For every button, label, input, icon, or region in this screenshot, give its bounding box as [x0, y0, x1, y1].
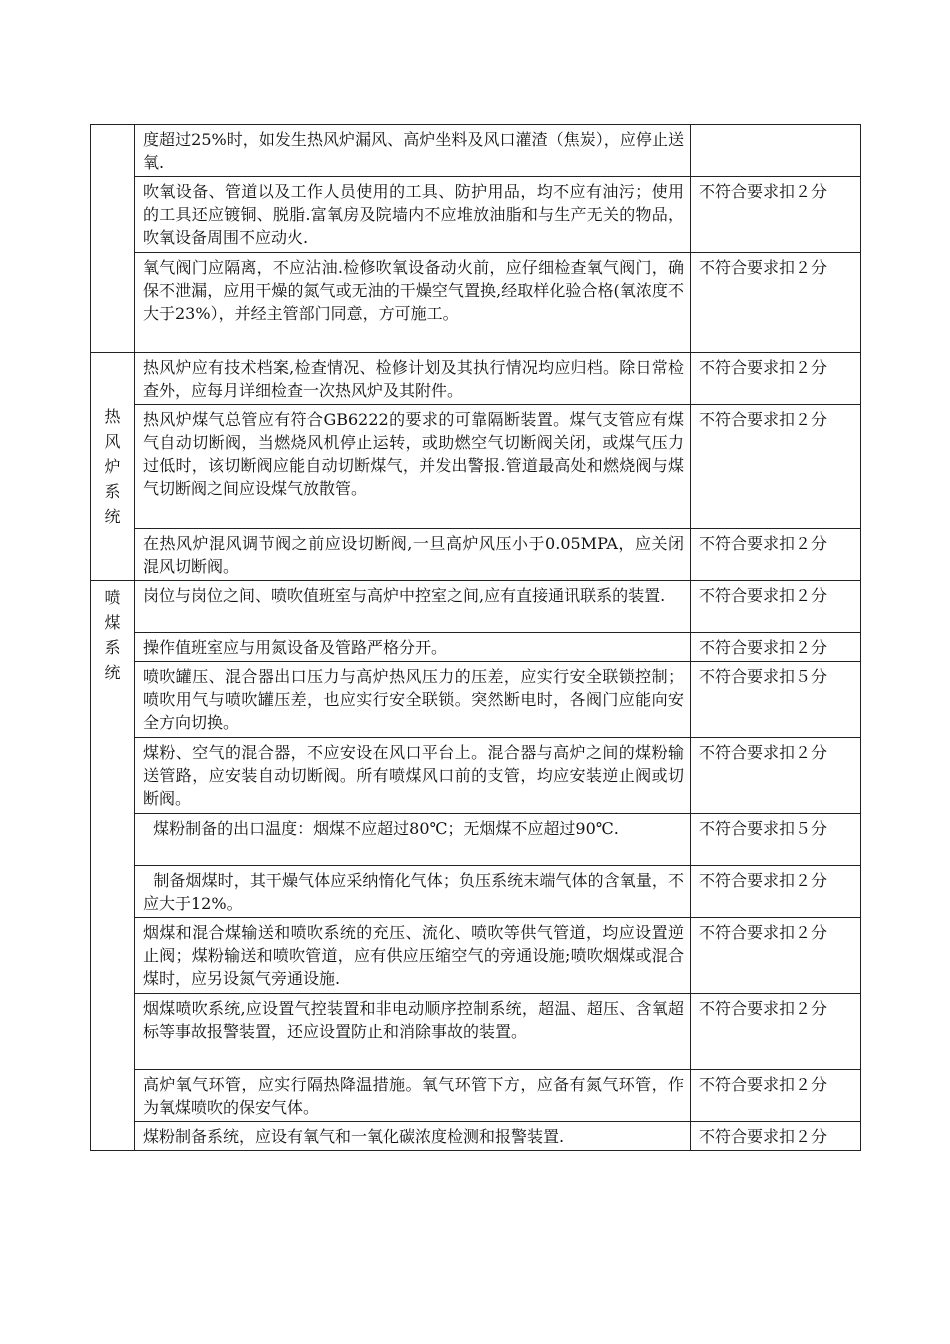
score-cell: 不符合要求扣２分 — [691, 994, 861, 1070]
category-cell-continued — [91, 125, 135, 353]
table-row — [91, 177, 861, 253]
score-cell: 不符合要求扣２分 — [691, 738, 861, 814]
table-row — [91, 405, 861, 529]
table-row — [91, 529, 861, 581]
requirement-cell: 烟煤和混合煤输送和喷吹系统的充压、流化、喷吹等供气管道，均应设置逆止阀；煤粉输送和喷吹管道，应有供应压缩空气的旁通设施;喷吹烟煤或混合煤时，应另设氮气旁通设施. — [135, 918, 691, 994]
category-label: 热风炉系统 — [104, 407, 121, 526]
score-cell: 不符合要求扣５分 — [691, 662, 861, 738]
table-row — [91, 994, 861, 1070]
table-row — [91, 581, 861, 633]
requirement-cell: 煤粉制备的出口温度：烟煤不应超过80℃；无烟煤不应超过90℃. — [135, 814, 691, 866]
requirement-cell: 在热风炉混风调节阀之前应设切断阀,一旦高炉风压小于0.05MPA，应关闭混风切断阀。 — [135, 529, 691, 581]
table-row — [91, 918, 861, 994]
requirement-cell: 吹氧设备、管道以及工作人员使用的工具、防护用品，均不应有油污；使用的工具还应镀铜、脱脂.富氧房及院墙内不应堆放油脂和与生产无关的物品，吹氧设备周围不应动火. — [135, 177, 691, 253]
requirement-cell: 氧气阀门应隔离，不应沾油.检修吹氧设备动火前，应仔细检查氧气阀门，确保不泄漏，应用干燥的氮气或无油的干燥空气置换,经取样化验合格(氧浓度不大于23%），并经主管部门同意，方可施工。 — [135, 253, 691, 353]
table-row — [91, 125, 861, 177]
category-label: 喷煤系统 — [104, 588, 121, 682]
table-row — [91, 633, 861, 662]
requirement-cell: 热风炉应有技术档案,检查情况、检修计划及其执行情况均应归档。除日常检查外，应每月详细检查一次热风炉及其附件。 — [135, 353, 691, 405]
requirement-cell: 喷吹罐压、混合器出口压力与高炉热风压力的压差，应实行安全联锁控制；喷吹用气与喷吹罐压差，也应实行安全联锁。突然断电时，各阀门应能向安全方向切换。 — [135, 662, 691, 738]
inspection-table — [90, 124, 861, 1151]
table-row — [91, 662, 861, 738]
table-row — [91, 814, 861, 866]
score-cell: 不符合要求扣２分 — [691, 529, 861, 581]
score-cell: 不符合要求扣２分 — [691, 1070, 861, 1122]
score-cell: 不符合要求扣２分 — [691, 177, 861, 253]
score-cell: 不符合要求扣２分 — [691, 581, 861, 633]
score-cell: 不符合要求扣２分 — [691, 253, 861, 353]
requirement-cell: 烟煤喷吹系统,应设置气控装置和非电动顺序控制系统，超温、超压、含氧超标等事故报警装置，还应设置防止和消除事故的装置。 — [135, 994, 691, 1070]
requirement-cell: 岗位与岗位之间、喷吹值班室与高炉中控室之间,应有直接通讯联系的装置. — [135, 581, 691, 633]
table-row — [91, 866, 861, 918]
requirement-cell: 高炉氧气环管，应实行隔热降温措施。氧气环管下方，应备有氮气环管，作为氧煤喷吹的保安气体。 — [135, 1070, 691, 1122]
category-cell-hot-blast-stove — [91, 353, 135, 581]
score-cell: 不符合要求扣２分 — [691, 866, 861, 918]
requirement-cell: 煤粉、空气的混合器，不应安设在风口平台上。混合器与高炉之间的煤粉输送管路，应安装自动切断阀。所有喷煤风口前的支管，均应安装逆止阀或切断阀。 — [135, 738, 691, 814]
score-cell: 不符合要求扣２分 — [691, 918, 861, 994]
category-cell-coal-injection — [91, 581, 135, 1151]
score-cell: 不符合要求扣２分 — [691, 633, 861, 662]
score-cell: 不符合要求扣２分 — [691, 405, 861, 529]
requirement-cell: 热风炉煤气总管应有符合GB6222的要求的可靠隔断装置。煤气支管应有煤气自动切断阀，当燃烧风机停止运转，或助燃空气切断阀关闭，或煤气压力过低时，该切断阀应能自动切断煤气，并发出警报.管道最高处和燃烧阀与煤气切断阀之间应设煤气放散管。 — [135, 405, 691, 529]
table-row — [91, 738, 861, 814]
score-cell — [691, 125, 861, 177]
table-row — [91, 353, 861, 405]
score-cell: 不符合要求扣２分 — [691, 1122, 861, 1151]
score-cell: 不符合要求扣２分 — [691, 353, 861, 405]
requirement-cell: 制备烟煤时，其干燥气体应采纳惰化气体；负压系统末端气体的含氧量，不应大于12%。 — [135, 866, 691, 918]
score-cell: 不符合要求扣５分 — [691, 814, 861, 866]
requirement-cell: 操作值班室应与用氮设备及管路严格分开。 — [135, 633, 691, 662]
table-row — [91, 253, 861, 353]
requirement-cell: 煤粉制备系统，应设有氧气和一氧化碳浓度检测和报警装置. — [135, 1122, 691, 1151]
table-row — [91, 1070, 861, 1122]
requirement-cell: 度超过25%时，如发生热风炉漏风、高炉坐料及风口灌渣（焦炭），应停止送氧. — [135, 125, 691, 177]
table-row — [91, 1122, 861, 1151]
